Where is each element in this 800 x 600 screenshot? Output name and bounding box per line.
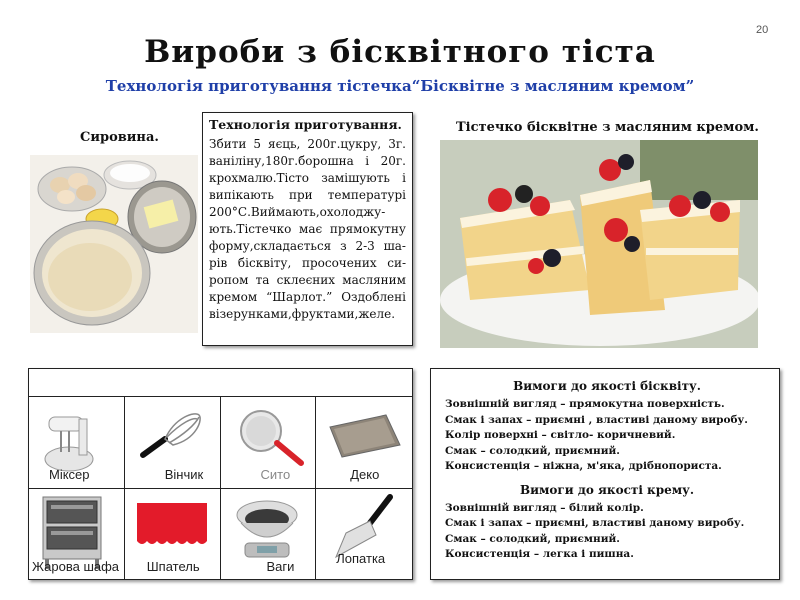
sponge-quality-heading: Вимоги до якості бісквіту. [513, 379, 701, 393]
tool-cell-mixer [29, 397, 125, 489]
quality-line: Зовнішній вигляд – білий колір. [445, 501, 644, 514]
tool-cell-server [316, 489, 412, 581]
tools-table [28, 368, 413, 580]
cake-photo [440, 140, 758, 348]
quality-requirements-box [430, 368, 780, 580]
quality-line: Смак – солодкий, приємний. [445, 532, 620, 545]
technology-heading: Технологія приготування. [209, 117, 402, 132]
quality-line: Колір поверхні – світло- коричневий. [445, 429, 676, 441]
quality-line: Смак – солодкий, приємний. [445, 444, 620, 457]
tool-label: Сито [260, 467, 291, 482]
quality-line: Консистенція – ніжна, м'яка, дрібнопориста. [445, 460, 722, 472]
tool-label: Деко [350, 467, 380, 482]
tool-label: Міксер [49, 467, 90, 482]
cream-quality-heading: Вимоги до якості крему. [519, 482, 695, 497]
quality-line: Смак і запах – приємні, властиві даному виробу. [445, 517, 745, 529]
tool-label: Ваги [266, 558, 295, 574]
tool-cell-tray [316, 397, 412, 489]
tool-cell-sieve [221, 397, 317, 489]
tool-cell-whisk [125, 397, 221, 489]
tool-label: Лопатка [336, 550, 386, 566]
quality-line: Смак і запах – приємні , властиві даному виробу. [445, 413, 748, 426]
ingredients-photo [30, 155, 198, 333]
tool-label: Жарова шафа [32, 558, 120, 574]
quality-line: Зовнішній вигляд – прямокутна поверхність. [445, 398, 725, 410]
page-title: Вироби з бісквітного тіста [144, 34, 656, 70]
raw-materials-label: Сировина. [80, 130, 159, 145]
cake-photo-caption: Тістечко бісквітне з масляним кремом. [456, 120, 759, 135]
tool-label: Вінчик [164, 467, 204, 482]
page-number: 20 [756, 24, 769, 36]
tool-label: Шпатель [146, 558, 200, 574]
technology-box [202, 112, 413, 346]
tool-cell-oven [29, 489, 125, 581]
tool-cell-scale [221, 489, 317, 581]
technology-text: Збити 5 яєць, 200г.цукру, 3г. ваніліну,180г.борошна і 20г. крохмалю.Тісто замішують і випікають при температурі 200°С.Виймають,охолоджу-ють.Тістечко має прямокутну форму,складається з 2-3 ша-рів бісквіту, просочених си-ропом та склеєних масляним кремом “Шарлот.” Оздоблені візерунками,фруктами,желе. [209, 137, 406, 321]
tool-cell-scraper [125, 489, 221, 581]
tools-grid [29, 396, 412, 580]
quality-line: Консистенція – легка і пишна. [445, 548, 634, 560]
cake-server-icon [316, 489, 411, 580]
page-subtitle: Технологія приготування тістечка“Бісквітне з масляним кремом” [105, 77, 695, 95]
